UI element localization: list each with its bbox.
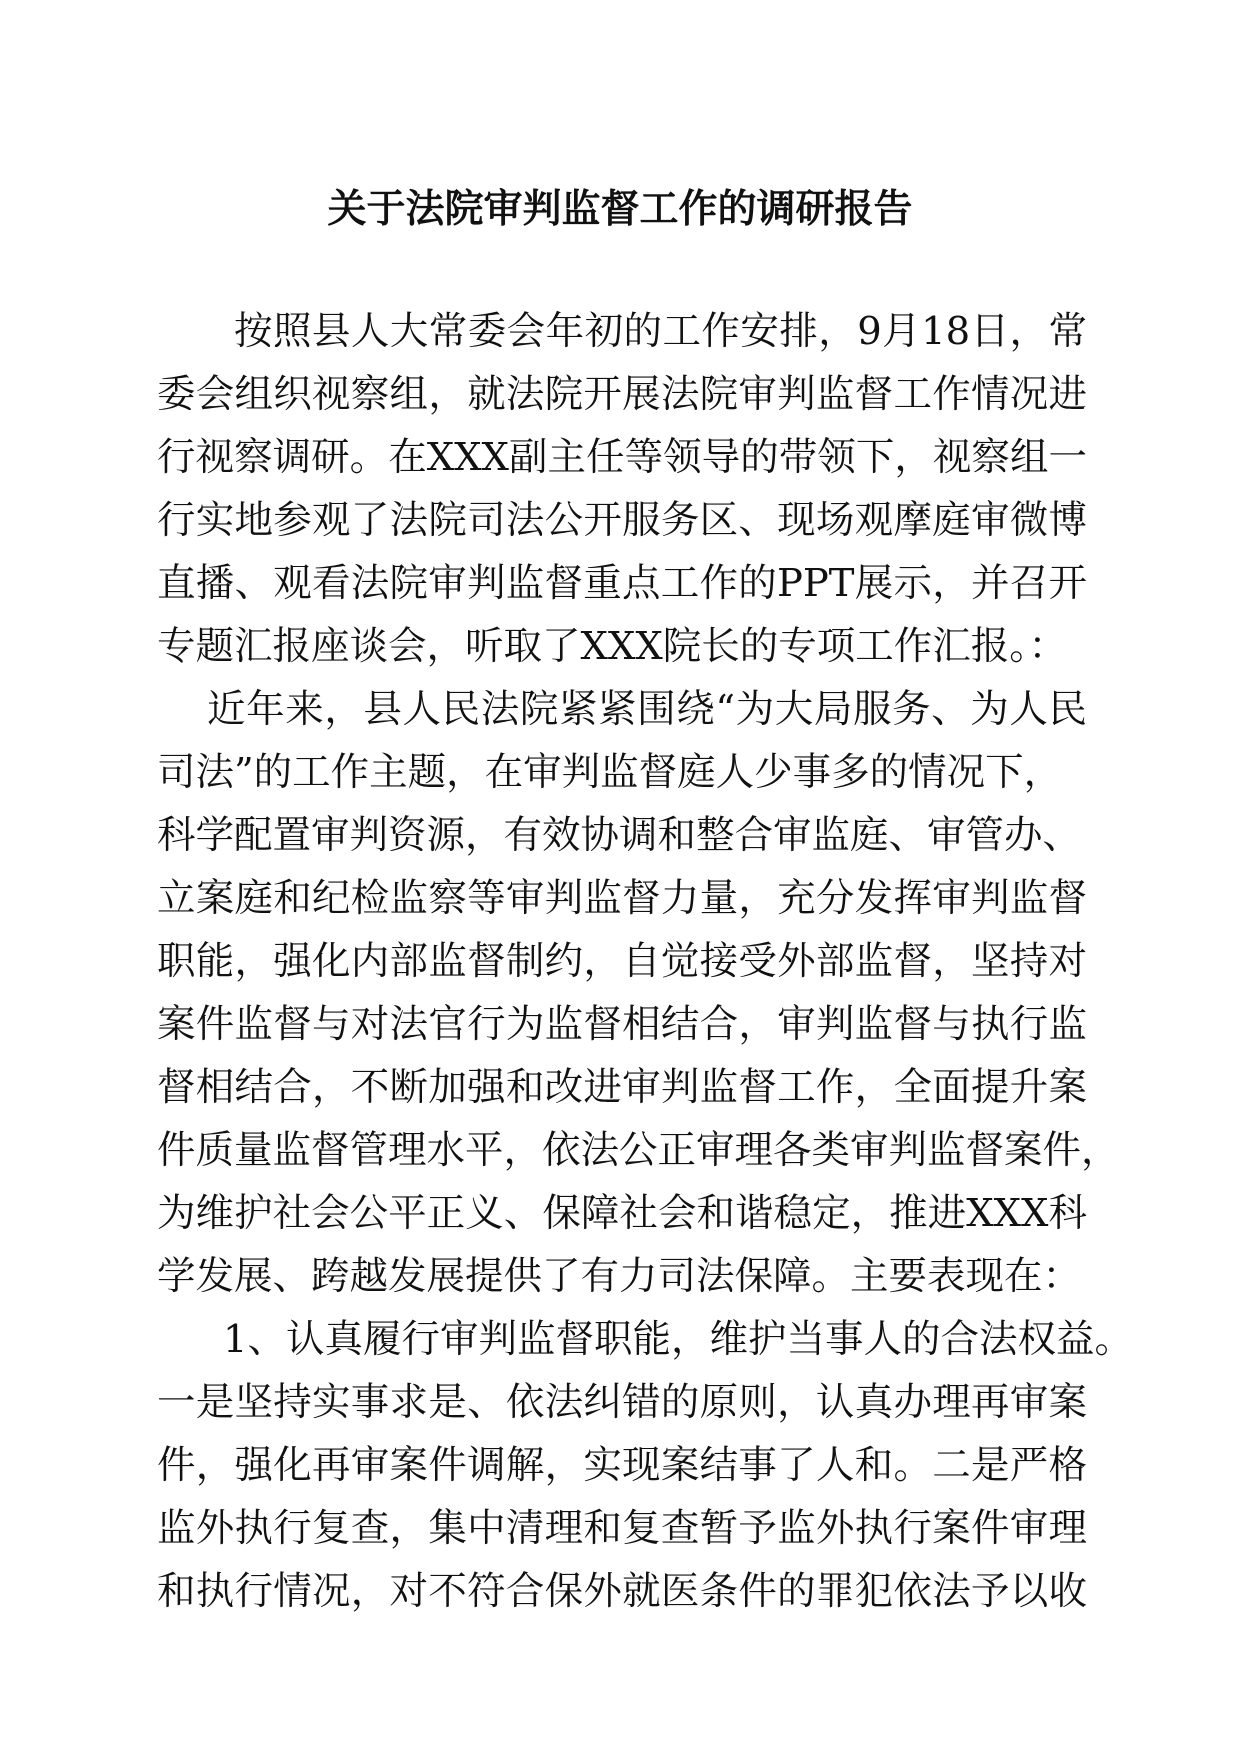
document-title: 关于法院审判监督工作的调研报告 bbox=[327, 187, 913, 232]
text-line: 监外执行复查，集中清理和复查暂予监外执行案件审理 bbox=[157, 1506, 1087, 1551]
text-line: 一是坚持实事求是、依法纠错的原则，认真办理再审案 bbox=[157, 1380, 1087, 1425]
text-line: 司法”的工作主题，在审判监督庭人少事多的情况下， bbox=[157, 750, 1063, 795]
text-line: 督相结合，不断加强和改进审判监督工作，全面提升案 bbox=[157, 1065, 1087, 1110]
document-body bbox=[157, 300, 1133, 1623]
text-line: 为维护社会公平正义、保障社会和谐稳定，推进XXX科 bbox=[157, 1191, 1087, 1236]
text-line: 科学配置审判资源，有效协调和整合审监庭、审管办、 bbox=[157, 813, 1082, 858]
text-line: 按照县人大常委会年初的工作安排，9月18日，常 bbox=[234, 309, 1087, 354]
text-line: 专题汇报座谈会，听取了XXX院长的专项工作汇报。： bbox=[157, 624, 1067, 669]
text-line: 直播、观看法院审判监督重点工作的PPT展示，并召开 bbox=[157, 561, 1087, 606]
text-line: 件质量监督管理水平，依法公正审理各类审判监督案件， bbox=[157, 1128, 1120, 1173]
text-line: 件，强化再审案件调解，实现案结事了人和。二是严格 bbox=[157, 1443, 1087, 1488]
text-line: 和执行情况，对不符合保外就医条件的罪犯依法予以收 bbox=[157, 1569, 1087, 1614]
text-line: 学发展、跨越发展提供了有力司法保障。主要表现在： bbox=[157, 1254, 1082, 1299]
text-line: 近年来，县人民法院紧紧围绕“为大局服务、为人民 bbox=[207, 687, 1087, 732]
text-line: 行视察调研。在XXX副主任等领导的带领下，视察组一 bbox=[157, 435, 1087, 480]
text-line: 行实地参观了法院司法公开服务区、现场观摩庭审微博 bbox=[157, 498, 1087, 543]
text-line: 1、认真履行审判监督职能，维护当事人的合法权益。 bbox=[223, 1317, 1133, 1362]
text-line: 案件监督与对法官行为监督相结合，审判监督与执行监 bbox=[157, 1002, 1087, 1047]
text-line: 立案庭和纪检监察等审判监督力量，充分发挥审判监督 bbox=[157, 876, 1087, 921]
text-line: 委会组织视察组，就法院开展法院审判监督工作情况进 bbox=[157, 372, 1087, 417]
text-line: 职能，强化内部监督制约，自觉接受外部监督，坚持对 bbox=[157, 939, 1087, 984]
